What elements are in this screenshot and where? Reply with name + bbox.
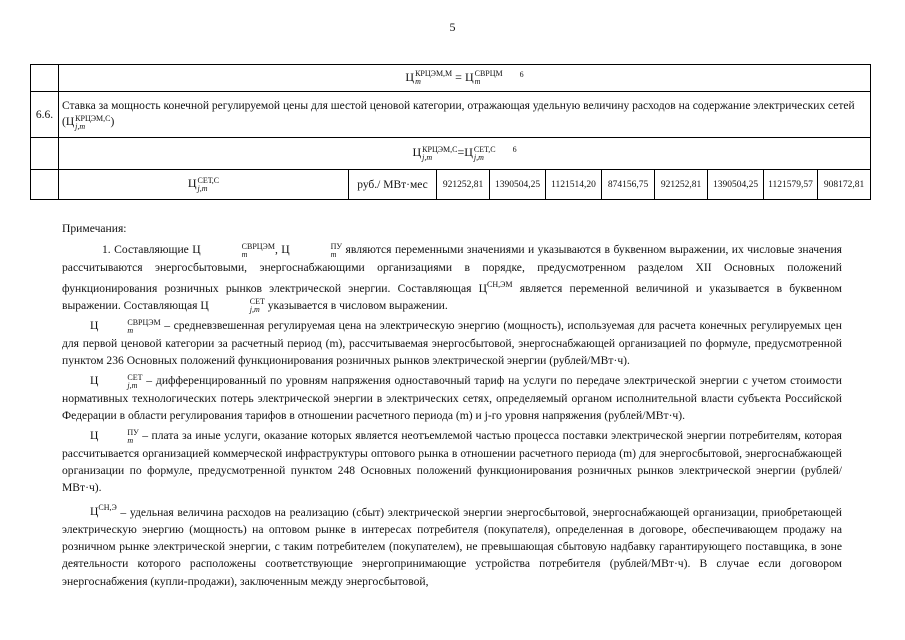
symbol: Ц (464, 69, 474, 84)
superscript: СН,ЭМ (487, 279, 513, 289)
symbol: Ц (200, 299, 209, 313)
text: – плата за иные услуги, оказание которых является неотъемлемой частью процесса поставки электрической энергии потребителям, которая рассчитывается организацией коммерческой инфраструктуры оптового рынка в отношении расчетного периода (m) для энергосбытовой, энергоснабжающей организации по формуле, предусмотренной пунктом 248 Основных положений функционирования розничных рынков электрической энергии (рублей/МВт·ч). (62, 429, 842, 495)
subscript: m (330, 249, 337, 259)
symbol: Ц (187, 176, 197, 191)
subscript: j,m (249, 305, 260, 315)
superscript: КРЦЭМ,С (75, 113, 111, 123)
note-paragraph-3 (62, 372, 842, 424)
text: является переменной величиной и указывается в буквенном выражении. Составляющая (62, 281, 842, 313)
value-cell: 921252,81 (655, 170, 708, 200)
unit-cell: руб./ МВт·мес (349, 170, 437, 200)
symbol-cet-c (187, 175, 220, 193)
superscript: СЕТ (249, 297, 265, 307)
notes-section (62, 220, 842, 590)
row-number-cell: 6.6. (31, 92, 59, 138)
subscript: j,m (473, 152, 484, 162)
subscript: j,m (422, 152, 433, 162)
note-paragraph-2 (62, 317, 842, 369)
text: 1. Составляющие (102, 243, 193, 257)
page-number: 5 (449, 20, 456, 34)
symbol: Ц (464, 145, 473, 160)
value-cell: 1390504,25 (708, 170, 764, 200)
formula-kruem-c (412, 144, 517, 162)
text: являются переменными значениями и указываются в буквенном выражении, их числовые значения рассчитываются энергосбытовыми, энергоснабжающими организациями в порядке, предусмотренном разделом XII Основных положений функционирования розничных рынков электрической энергии. Составляющая (62, 243, 843, 295)
subscript: j,m (197, 183, 208, 193)
symbol: Ц (90, 505, 99, 519)
subscript: m (127, 435, 134, 445)
formula-cell (59, 138, 871, 170)
value-cell: 1121579,57 (764, 170, 818, 200)
symbol: Ц (90, 429, 99, 443)
subscript: m (241, 249, 248, 259)
symbol: Ц (478, 281, 488, 295)
table-row (31, 170, 871, 200)
value-cell: 921252,81 (437, 170, 490, 200)
equals-sign: = (457, 145, 465, 160)
subscript: m (127, 325, 134, 335)
superscript: СВРЦЭМ (127, 317, 161, 327)
tariff-table (30, 64, 871, 200)
superscript: СЕТ (127, 372, 143, 382)
symbol: Ц (65, 116, 75, 129)
superscript: СЕТ,С (197, 175, 220, 185)
table-row (31, 65, 871, 92)
row-number-cell (31, 65, 59, 92)
text: – дифференцированный по уровням напряжения одноставочный тариф на услуги по передаче электрической энергии с учетом стоимости нормативных технологических потерь электрической энергии в электрических сетях, определяемый органом исполнительной власти субъекта Российской Федерации в области регулирования тарифов в отношении расчетного периода (m) и j-го уровня напряжения (рублей/МВт·ч). (62, 374, 842, 423)
footnote-ref: 6 (512, 145, 517, 155)
superscript: КРЦЭМ,С (422, 144, 458, 154)
footnote-ref: 6 (519, 69, 524, 79)
note-paragraph-5 (62, 500, 842, 590)
closing-paren: ) (110, 116, 115, 129)
superscript: ПУ (127, 427, 139, 437)
superscript: ПУ (330, 241, 343, 251)
symbol: Ц (90, 319, 99, 333)
subscript: m (415, 77, 421, 87)
symbol: Ц (192, 243, 201, 257)
text: , (274, 243, 282, 257)
value-cell: 1121514,20 (546, 170, 602, 200)
value-cell: 1390504,25 (490, 170, 546, 200)
symbol: Ц (90, 374, 99, 388)
row-description: Ставка за мощность конечной регулируемой цены для шестой ценовой категории, отражающая удельную величину расходов на содержание электрических сетей ( (62, 100, 855, 129)
value-cell: 874156,75 (602, 170, 655, 200)
equals-sign: = (455, 69, 462, 84)
symbol: Ц (412, 145, 422, 160)
text: указывается в числовом выражении. (264, 299, 448, 313)
text: – средневзвешенная регулируемая цена на электрическую энергию (мощность), используемая для расчета конечных регулируемых цен для первой ценовой категории за расчетный период (m), рассчитываемая энергосбытовой, энергоснабжающей организацией по формуле, предусмотренной пунктом 236 Основных положений функционирования розничных рынков электрической энергии (рублей/МВт·ч). (62, 319, 842, 368)
notes-title: Примечания: (62, 222, 127, 235)
table-row (31, 138, 871, 170)
text: – удельная величина расходов на реализацию (сбыт) электрической энергии энергосбытовой, энергоснабжающей организации, приобретающей электрическую энергию (мощность) на оптовом рынке в интересах потребителя (покупателя), определенная в договоре, обеспечивающем продажу на розничном рынке электрической энергии, с таким потребителем (покупателем), не превышающая сбытовую надбавку гарантирующего поставщика, в зоне деятельности которого расположены соответствующие энергопринимающие устройства потребителя (рублей/МВт·ч). В случае если договором энергоснабжения (купли-продажи), заключенным между энергосбытовой, (62, 505, 842, 588)
symbol: Ц (281, 243, 290, 257)
subscript: m (474, 77, 481, 87)
row-number-cell (31, 138, 59, 170)
symbol-cell (59, 170, 349, 200)
value-cell: 908172,81 (818, 170, 871, 200)
description-cell (59, 92, 871, 138)
superscript: СВРЦМ (474, 69, 503, 79)
superscript: СН,Э (98, 503, 117, 513)
formula-kruem-m (405, 69, 524, 87)
formula-cell (59, 65, 871, 92)
note-paragraph-1 (62, 241, 842, 314)
superscript: СВРЦЭМ (241, 241, 275, 251)
subscript: j,m (127, 380, 138, 390)
subscript: j,m (75, 121, 86, 131)
row-number-cell (31, 170, 59, 200)
superscript: СЕТ,С (473, 144, 496, 154)
superscript: КРЦЭМ,М (415, 69, 453, 79)
symbol: Ц (405, 69, 415, 84)
note-paragraph-4 (62, 427, 842, 496)
table-row (31, 92, 871, 138)
